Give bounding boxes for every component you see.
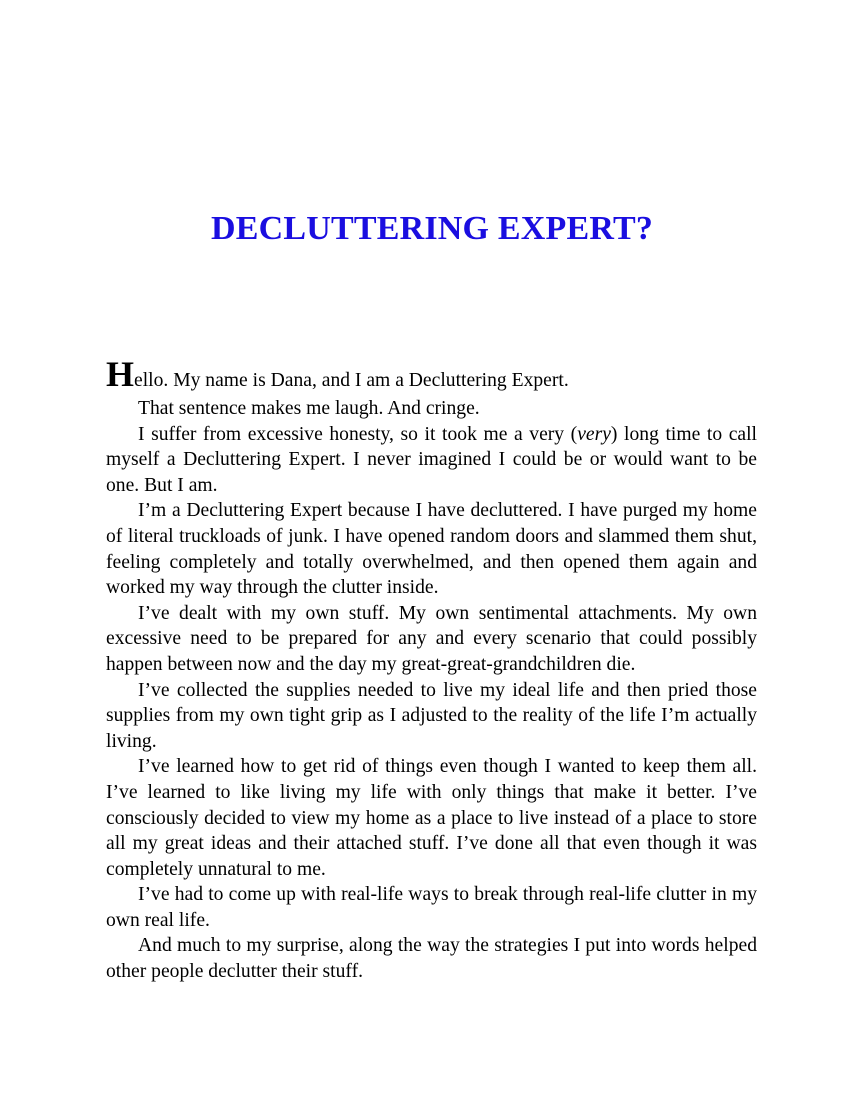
- paragraph-7: I’ve learned how to get rid of things even though I wanted to keep them all. I’ve learned to like living my life with only things that make it better. I’ve consciously decided to view my home as a place to live instead of a place to store all my great ideas and their attached stuff. I’ve done all that even though it was completely unnatural to me.: [106, 756, 757, 880]
- paragraph-8: I’ve had to come up with real-life ways to break through real-life clutter in my own real life.: [106, 884, 757, 931]
- chapter-body: [106, 354, 757, 985]
- paragraph-9: And much to my surprise, along the way the strategies I put into words helped other people declutter their stuff.: [106, 935, 757, 983]
- paragraph-5: I’ve dealt with my own stuff. My own sentimental attachments. My own excessive need to be prepared for any and every scenario that could possibly happen between now and the day my great-great-grandchildren die.: [106, 602, 757, 675]
- paragraph-4: I’m a Decluttering Expert because I have decluttered. I have purged my home of literal truckloads of junk. I have opened random doors and slammed them shut, feeling completely and totally overwhelmed, and then opened them again and worked my way through the clutter inside.: [106, 500, 757, 599]
- paragraph-1-text: ello. My name is Dana, and I am a Decluttering Expert.: [134, 370, 569, 391]
- paragraph-1: [106, 354, 757, 396]
- paragraph-3: [106, 422, 757, 499]
- paragraph-3-after: ) long time to call myself a Decluttering Expert. I never imagined I could be or would want to be one. But I am.: [106, 423, 757, 496]
- paragraph-2: That sentence makes me laugh. And cringe.: [138, 398, 480, 419]
- chapter-title: DECLUTTERING EXPERT?: [210, 210, 654, 247]
- paragraph-3-emphasis: very: [577, 423, 611, 445]
- paragraph-3-before: I suffer from excessive honesty, so it took me a very (: [138, 423, 578, 445]
- paragraph-6: I’ve collected the supplies needed to live my ideal life and then pried those supplies from my own tight grip as I adjusted to the reality of the life I’m actually living.: [106, 679, 757, 752]
- drop-cap: H: [106, 354, 135, 394]
